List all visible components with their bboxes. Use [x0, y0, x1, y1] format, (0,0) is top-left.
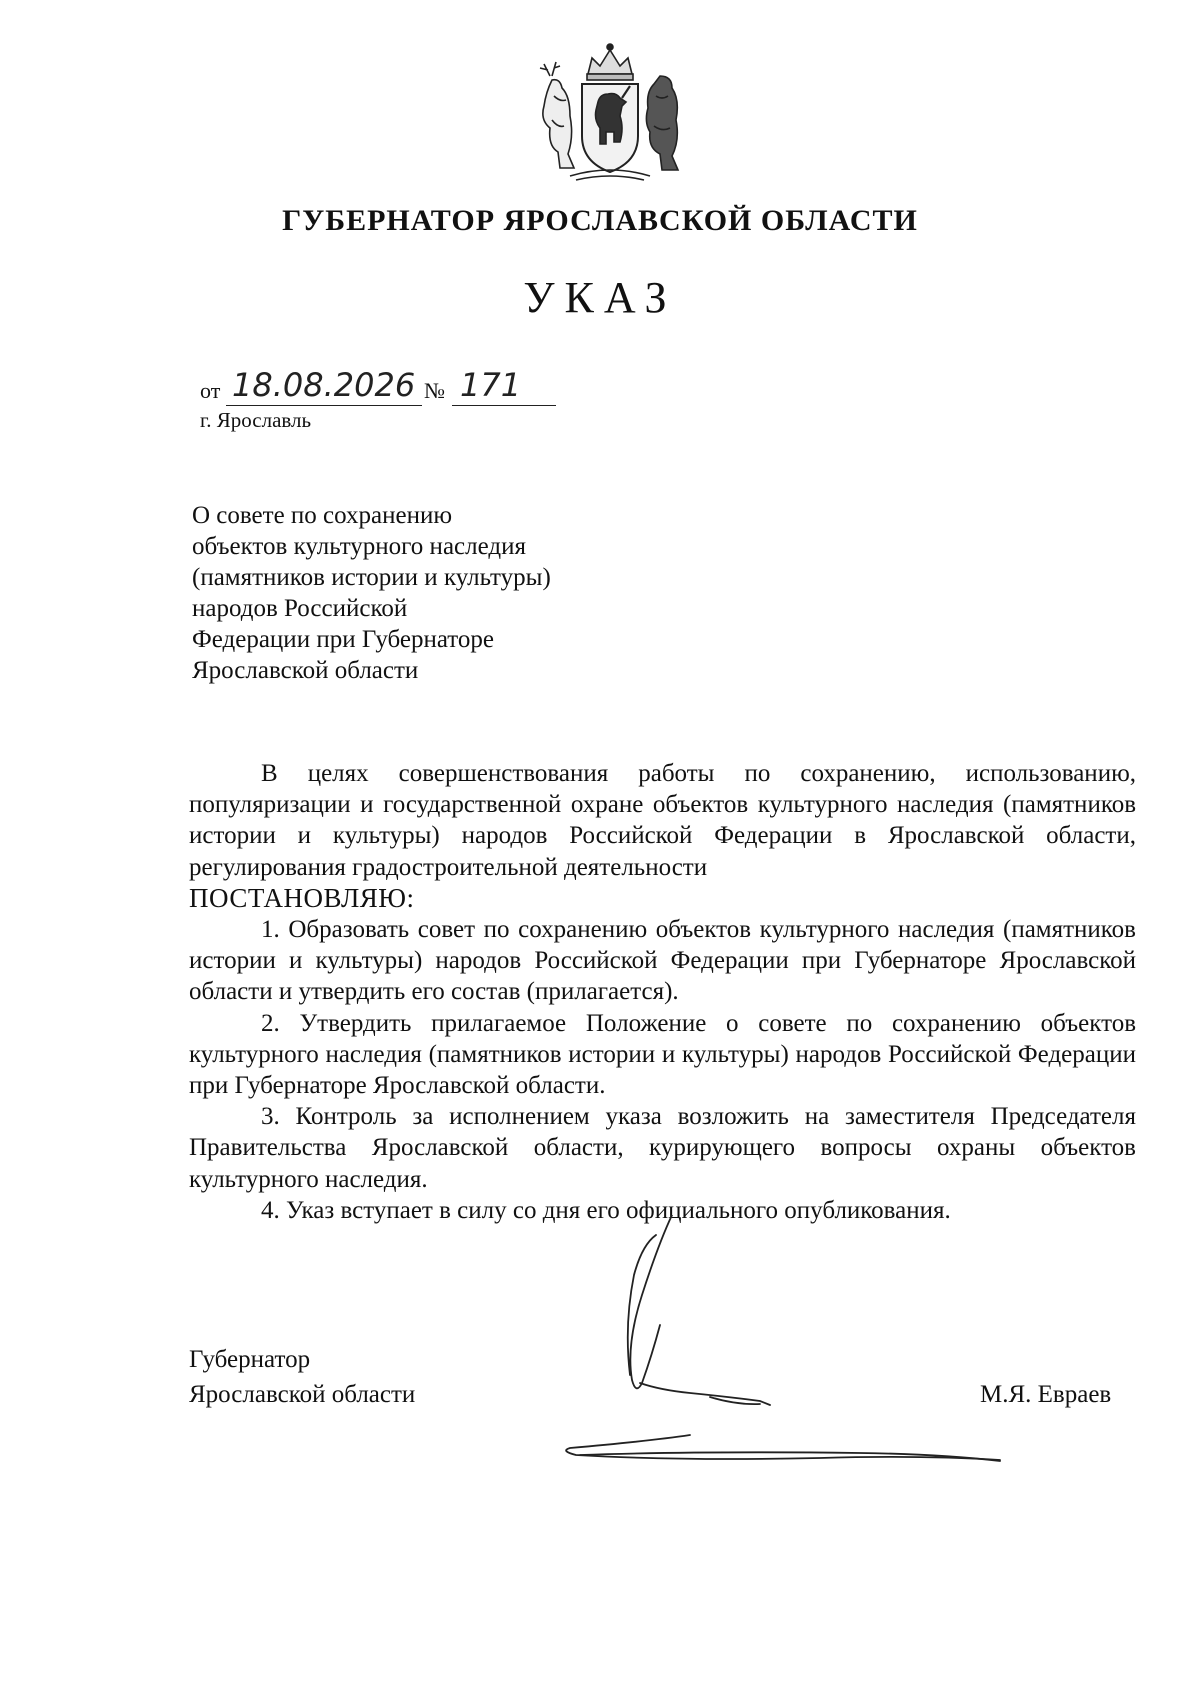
decree-item-3: 3. Контроль за исполнением указа возложить на заместителя Председателя Правительства Ярославской области, курирующего вопросы охраны объектов культурного наследия. — [189, 1103, 1136, 1193]
document-subject — [192, 500, 712, 686]
subject-line: Ярославской области — [192, 657, 419, 684]
subject-line: О совете по сохранению — [192, 502, 453, 529]
issue-city: г. Ярославль — [200, 408, 312, 432]
yaroslavl-coat-of-arms-icon — [530, 36, 690, 186]
signatory-title — [189, 1342, 415, 1412]
subject-line: объектов культурного наследия — [192, 533, 526, 560]
handwritten-number: 171 — [452, 366, 556, 406]
handwritten-date: 18.08.2026 — [226, 366, 422, 406]
decree-item-4: 4. Указ вступает в силу со дня его официального опубликования. — [261, 1196, 951, 1224]
signatory-title-line: Губернатор — [189, 1346, 311, 1373]
decree-item-2: 2. Утвердить прилагаемое Положение о совете по сохранению объектов культурного наследия (памятников истории и культуры) народов Российской Федерации при Губернаторе Ярославской области. — [189, 1009, 1136, 1100]
date-number-line — [200, 360, 560, 408]
subject-line: народов Российской — [192, 595, 408, 622]
subject-line: Федерации при Губернаторе — [192, 626, 495, 653]
issuing-authority: ГУБЕРНАТОР ЯРОСЛАВСКОЙ ОБЛАСТИ — [282, 204, 918, 237]
signatory-name: М.Я. Евраев — [980, 1381, 1112, 1408]
document-body — [189, 758, 1136, 1226]
signatory-title-line: Ярославской области — [189, 1381, 416, 1408]
handwritten-signature — [560, 1215, 1020, 1515]
document-type: УКАЗ — [523, 273, 677, 322]
subject-line: (памятников истории и культуры) — [192, 564, 551, 591]
decree-word: ПОСТАНОВЛЯЮ: — [189, 882, 415, 913]
number-prefix: № — [424, 378, 445, 403]
date-prefix: от — [200, 378, 221, 403]
preamble: В целях совершенствования работы по сохранению, использованию, популяризации и государственной охране объектов культурного наследия (памятников истории и культуры) народов Российской Федерации в Ярославской области, регулирования градостроительной деятельности — [189, 760, 1136, 881]
decree-item-1: 1. Образовать совет по сохранению объектов культурного наследия (памятников истории и культуры) народов Российской Федерации при Губернаторе Ярославской области и утвердить его состав (прилагается). — [189, 916, 1136, 1006]
